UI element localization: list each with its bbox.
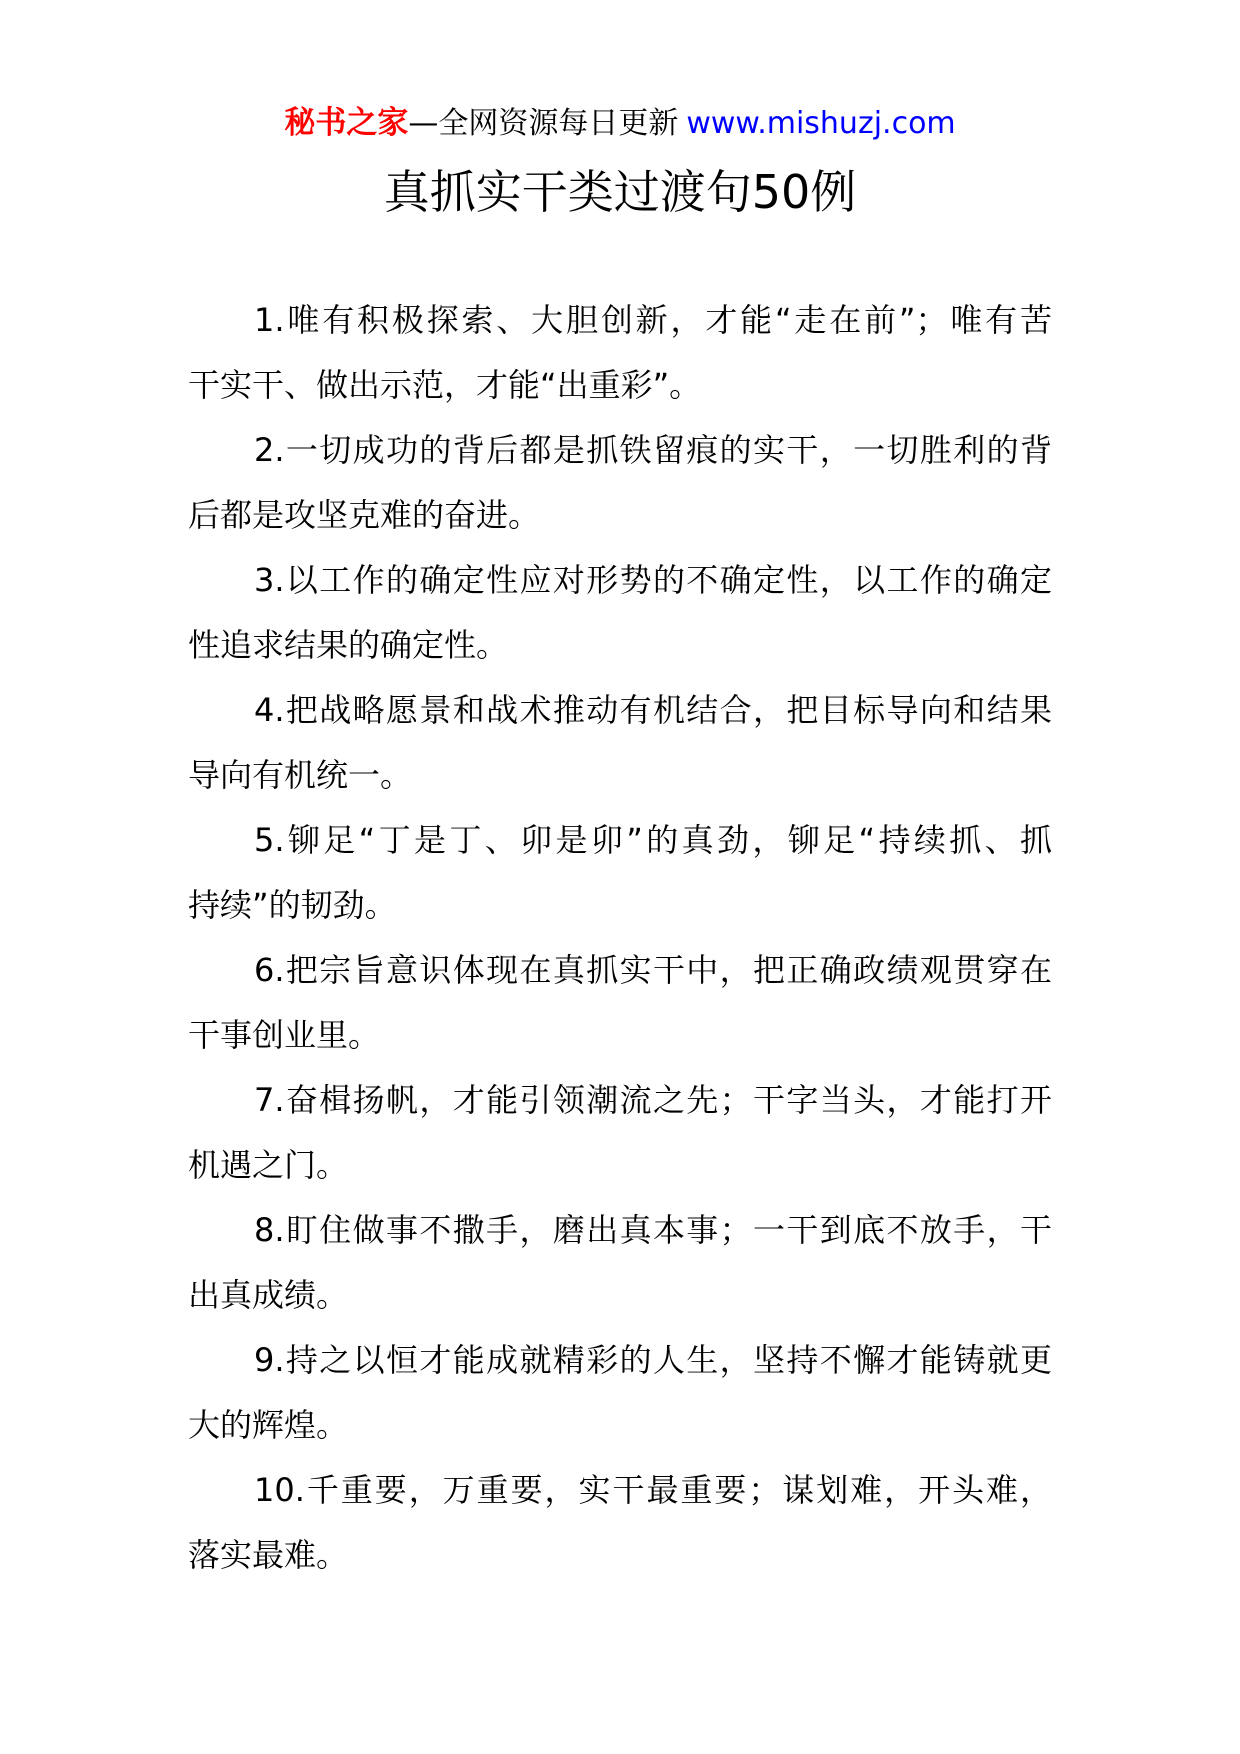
paragraph-line: 后都是攻坚克难的奋进。 (188, 496, 541, 534)
paragraph-3 (188, 548, 1052, 678)
site-url-link[interactable]: www.mishuzj.com (686, 106, 956, 141)
paragraph-1 (188, 288, 1052, 418)
paragraph-line: 性追求结果的确定性。 (188, 626, 509, 664)
paragraph-line: 10.千重要，万重要，实干最重要；谋划难，开头难， (254, 1471, 1052, 1509)
document-body (188, 288, 1052, 1588)
paragraph-line: 干事创业里。 (188, 1016, 381, 1054)
paragraph-line: 导向有机统一。 (188, 756, 413, 794)
paragraph-line: 9.持之以恒才能成就精彩的人生，坚持不懈才能铸就更 (254, 1341, 1052, 1379)
paragraph-line: 8.盯住做事不撒手，磨出真本事；一干到底不放手，干 (254, 1211, 1052, 1249)
paragraph-4 (188, 678, 1052, 808)
paragraph-line: 落实最难。 (188, 1536, 349, 1574)
paragraph-line: 机遇之门。 (188, 1146, 349, 1184)
paragraph-line: 大的辉煌。 (188, 1406, 349, 1444)
paragraph-2 (188, 418, 1052, 548)
paragraph-8 (188, 1198, 1052, 1328)
paragraph-10 (188, 1458, 1052, 1588)
site-name: 秘书之家 (284, 105, 409, 141)
paragraph-line: 2.一切成功的背后都是抓铁留痕的实干，一切胜利的背 (254, 431, 1052, 469)
document-title: 真抓实干类过渡句50例 (383, 165, 857, 219)
paragraph-line: 干实干、做出示范，才能“出重彩”。 (188, 366, 702, 404)
site-tagline: —全网资源每日更新 (408, 106, 679, 141)
paragraph-line: 6.把宗旨意识体现在真抓实干中，把正确政绩观贯穿在 (254, 951, 1052, 989)
paragraph-6 (188, 938, 1052, 1068)
paragraph-line: 7.奋楫扬帆，才能引领潮流之先；干字当头，才能打开 (254, 1081, 1052, 1119)
paragraph-line: 3.以工作的确定性应对形势的不确定性，以工作的确定 (254, 561, 1052, 599)
paragraph-line: 1.唯有积极探索、大胆创新，才能“走在前”；唯有苦 (254, 301, 1052, 339)
paragraph-line: 持续”的韧劲。 (188, 886, 397, 924)
paragraph-line: 出真成绩。 (188, 1276, 349, 1314)
paragraph-line: 4.把战略愿景和战术推动有机结合，把目标导向和结果 (254, 691, 1052, 729)
paragraph-line: 5.铆足“丁是丁、卯是卯”的真劲，铆足“持续抓、抓 (254, 821, 1052, 859)
paragraph-5 (188, 808, 1052, 938)
site-banner (0, 103, 1240, 143)
paragraph-7 (188, 1068, 1052, 1198)
paragraph-9 (188, 1328, 1052, 1458)
